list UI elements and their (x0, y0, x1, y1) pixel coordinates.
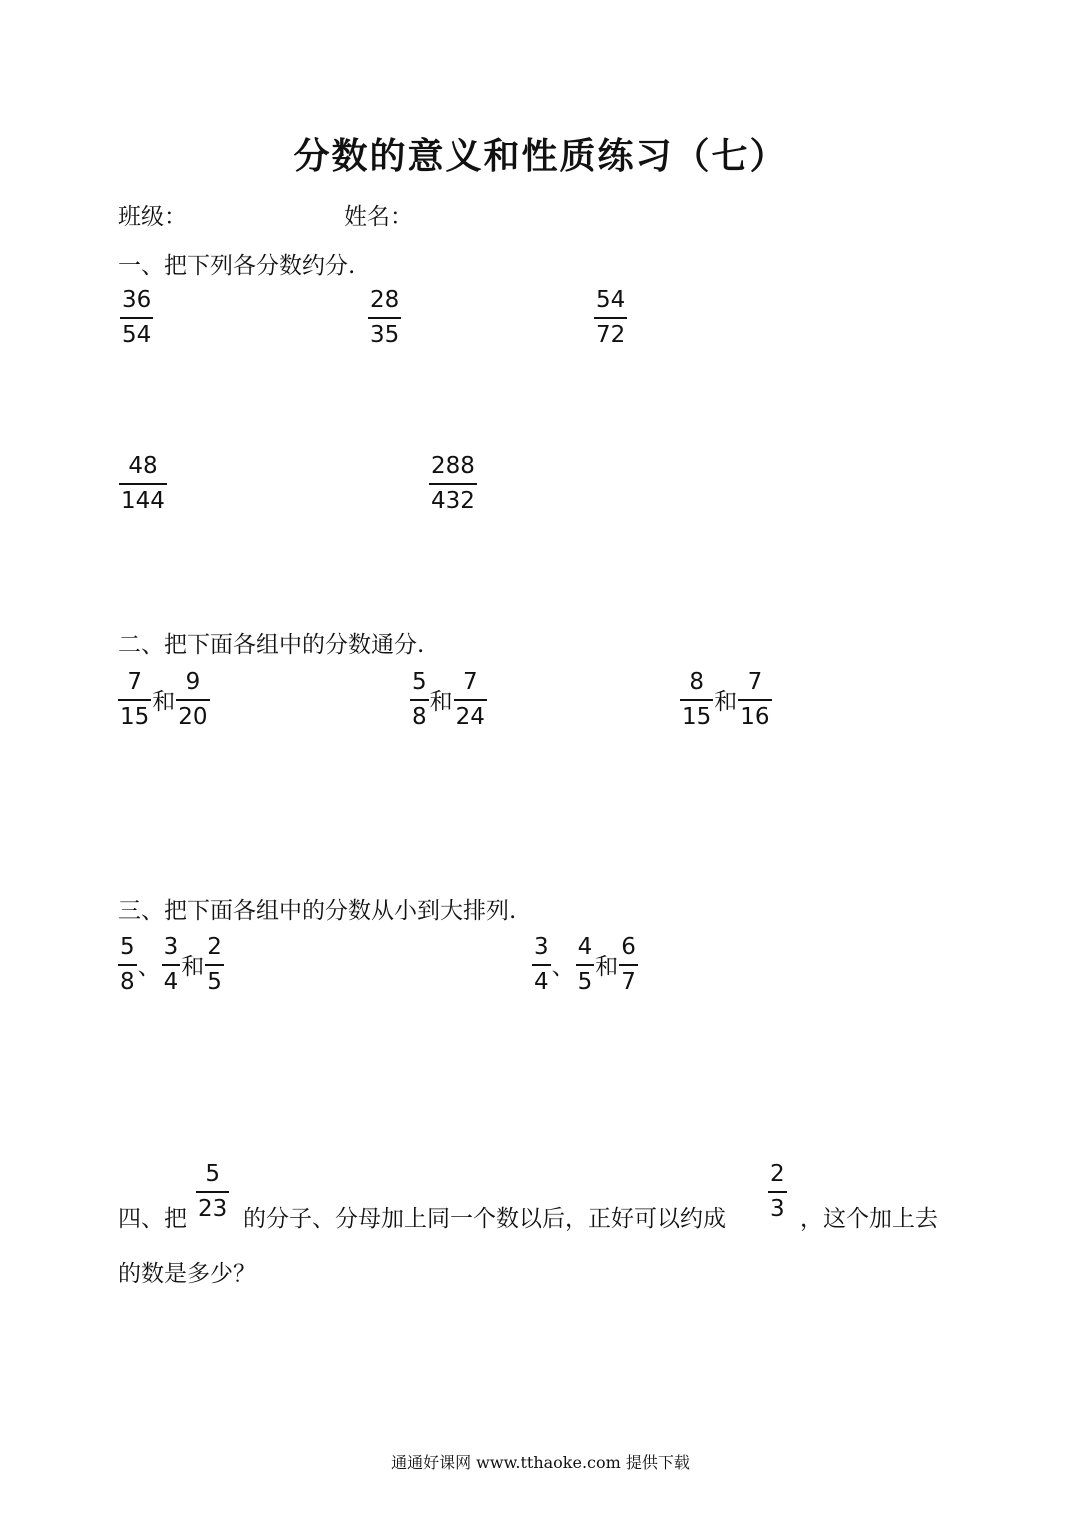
fraction-48-144 (119, 452, 167, 515)
fraction-2-3 (768, 1160, 787, 1223)
section2-heading: 二、把下面各组中的分数通分. (118, 632, 425, 658)
fraction-7-15 (118, 668, 151, 731)
connector-and: 和 (152, 688, 176, 715)
fraction-bar (368, 317, 401, 319)
section1-heading: 一、把下列各分数约分. (118, 253, 356, 279)
connector-and: 和 (714, 688, 738, 715)
fraction-bar (205, 964, 224, 966)
numerator: 48 (128, 453, 158, 479)
denominator: 144 (121, 487, 165, 514)
numerator: 7 (127, 669, 142, 695)
fraction-5-23 (196, 1160, 229, 1223)
denominator: 432 (431, 487, 475, 514)
numerator: 3 (534, 934, 549, 960)
connector-and: 和 (595, 953, 619, 980)
section4-text-part2: 的分子、分母加上同一个数以后，正好可以约成 (243, 1206, 726, 1232)
fraction-54-72 (594, 286, 627, 349)
fraction-3-4 (162, 933, 181, 996)
denominator: 3 (770, 1195, 785, 1222)
numerator: 2 (207, 934, 222, 960)
numerator: 54 (596, 287, 626, 313)
fraction-7-24 (454, 668, 487, 731)
name-label: 姓名： (344, 204, 413, 230)
numerator: 2 (770, 1161, 785, 1187)
numerator: 9 (185, 669, 201, 695)
numerator: 4 (577, 934, 593, 960)
fraction-bar (118, 964, 137, 966)
numerator: 5 (205, 1161, 220, 1187)
fraction-bar (176, 699, 209, 701)
separator: 、 (137, 953, 161, 980)
fraction-bar (454, 699, 487, 701)
denominator: 7 (621, 968, 636, 995)
denominator: 15 (120, 703, 150, 730)
fraction-36-54 (120, 286, 153, 349)
order-group-1 (118, 933, 224, 996)
fraction-4-5 (576, 933, 595, 996)
denominator: 23 (198, 1195, 228, 1222)
denominator: 4 (534, 968, 549, 995)
denominator: 35 (370, 321, 400, 348)
denominator: 20 (178, 703, 208, 730)
fraction-group-2 (410, 668, 487, 731)
fraction-bar (619, 964, 638, 966)
fraction-bar (594, 317, 627, 319)
fraction-bar (532, 964, 551, 966)
order-group-2 (532, 933, 638, 996)
numerator: 3 (163, 934, 179, 960)
denominator: 8 (120, 968, 135, 995)
numerator: 5 (412, 669, 427, 695)
denominator: 15 (682, 703, 712, 730)
connector-and: 和 (181, 953, 205, 980)
fraction-bar (162, 964, 181, 966)
connector-and: 和 (429, 688, 453, 715)
numerator: 28 (370, 287, 400, 313)
fraction-bar (196, 1191, 229, 1193)
fraction-8-15 (680, 668, 713, 731)
numerator: 5 (120, 934, 135, 960)
class-label: 班级： (118, 204, 187, 230)
fraction-bar (410, 699, 429, 701)
numerator: 288 (431, 453, 475, 479)
denominator: 24 (455, 703, 485, 730)
numerator: 7 (747, 669, 763, 695)
fraction-9-20 (176, 668, 209, 731)
denominator: 16 (740, 703, 770, 730)
fraction-5-8 (410, 668, 429, 731)
fraction-5-8 (118, 933, 137, 996)
numerator: 8 (689, 669, 704, 695)
fraction-bar (768, 1191, 787, 1193)
footer-credit: 通通好课网 www.tthaoke.com 提供下载 (391, 1453, 690, 1472)
fraction-bar (119, 483, 167, 485)
fraction-bar (680, 699, 713, 701)
numerator: 7 (462, 669, 478, 695)
section4-text-part1: 四、把 (118, 1206, 187, 1232)
fraction-group-1 (118, 668, 210, 731)
denominator: 4 (163, 968, 179, 995)
section4-text-part4: 的数是多少？ (118, 1261, 256, 1287)
fraction-7-16 (738, 668, 771, 731)
fraction-6-7 (619, 933, 638, 996)
fraction-bar (738, 699, 771, 701)
denominator: 54 (122, 321, 152, 348)
fraction-3-4 (532, 933, 551, 996)
fraction-bar (118, 699, 151, 701)
section4-text-part3: ，这个加上去 (800, 1206, 938, 1232)
denominator: 72 (596, 321, 626, 348)
denominator: 8 (412, 703, 427, 730)
fraction-group-3 (680, 668, 772, 731)
numerator: 36 (122, 287, 152, 313)
section3-heading: 三、把下面各组中的分数从小到大排列. (118, 898, 517, 924)
fraction-bar (120, 317, 153, 319)
page-title: 分数的意义和性质练习（七） (293, 135, 788, 177)
fraction-2-5 (205, 933, 224, 996)
fraction-bar (576, 964, 595, 966)
denominator: 5 (577, 968, 593, 995)
denominator: 5 (207, 968, 222, 995)
numerator: 6 (621, 934, 636, 960)
fraction-28-35 (368, 286, 401, 349)
separator: 、 (551, 953, 575, 980)
fraction-bar (429, 483, 477, 485)
fraction-288-432 (429, 452, 477, 515)
